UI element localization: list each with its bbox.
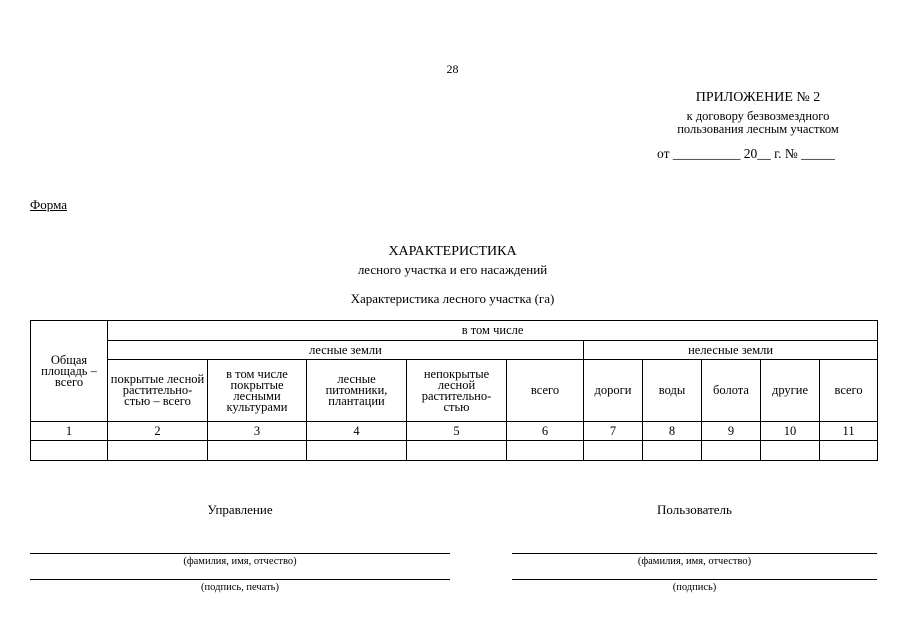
column-header: в том числе покрытые лесными культурами	[208, 360, 307, 422]
user-signature-caption: (подпись)	[672, 582, 717, 593]
empty-cell[interactable]	[407, 441, 507, 461]
column-number: 4	[307, 422, 407, 441]
document-title: ХАРАКТЕРИСТИКА	[388, 244, 517, 259]
form-label: Форма	[30, 197, 67, 212]
column-number: 10	[761, 422, 820, 441]
empty-cell[interactable]	[31, 441, 108, 461]
empty-cell[interactable]	[108, 441, 208, 461]
column-header: покрытые лесной растительно-стью – всего	[108, 360, 208, 422]
empty-data-row	[31, 441, 878, 461]
empty-cell[interactable]	[702, 441, 761, 461]
appendix-date-line: от __________ 20__ г. № _____	[657, 146, 835, 161]
empty-cell[interactable]	[761, 441, 820, 461]
header-including: в том числе	[108, 321, 878, 341]
appendix-line-1: к договору безвозмездного	[686, 109, 830, 123]
column-number: 1	[31, 422, 108, 441]
empty-cell[interactable]	[643, 441, 702, 461]
management-name-caption: (фамилия, имя, отчество)	[183, 556, 297, 567]
empty-cell[interactable]	[307, 441, 407, 461]
column-number: 2	[108, 422, 208, 441]
column-number-row	[31, 422, 878, 441]
page-number: 28	[446, 62, 459, 76]
column-header: непокрытые лесной растительно-стью	[407, 360, 507, 422]
header-total-area: Общая площадь – всего	[31, 321, 108, 422]
column-header: другие	[761, 360, 820, 422]
column-number: 6	[507, 422, 584, 441]
table-title: Характеристика лесного участка (га)	[350, 291, 555, 306]
column-header: дороги	[584, 360, 643, 422]
management-signature-caption: (подпись, печать)	[201, 582, 279, 593]
document-subtitle: лесного участка и его насаждений	[357, 262, 548, 277]
header-nonforest-lands: нелесные земли	[584, 341, 878, 360]
header-forest-lands: лесные земли	[108, 341, 584, 360]
column-header: лесные питомники, плантации	[307, 360, 407, 422]
appendix-subtitle	[600, 110, 905, 136]
management-signature-line[interactable]	[30, 579, 450, 580]
column-number: 7	[584, 422, 643, 441]
management-heading: Управление	[207, 502, 273, 517]
column-header: болота	[702, 360, 761, 422]
empty-cell[interactable]	[507, 441, 584, 461]
user-heading: Пользователь	[657, 502, 732, 517]
characteristics-table	[30, 320, 878, 461]
column-number: 8	[643, 422, 702, 441]
user-name-line[interactable]	[512, 553, 877, 554]
user-name-caption: (фамилия, имя, отчество)	[637, 556, 752, 567]
column-number: 5	[407, 422, 507, 441]
column-number: 11	[820, 422, 878, 441]
column-header: всего	[507, 360, 584, 422]
empty-cell[interactable]	[820, 441, 878, 461]
empty-cell[interactable]	[208, 441, 307, 461]
appendix-title: ПРИЛОЖЕНИЕ № 2	[695, 90, 821, 105]
management-name-line[interactable]	[30, 553, 450, 554]
user-signature-line[interactable]	[512, 579, 877, 580]
column-header: воды	[643, 360, 702, 422]
empty-cell[interactable]	[584, 441, 643, 461]
column-number: 9	[702, 422, 761, 441]
appendix-line-2: пользования лесным участком	[677, 122, 839, 136]
column-header: всего	[820, 360, 878, 422]
column-number: 3	[208, 422, 307, 441]
